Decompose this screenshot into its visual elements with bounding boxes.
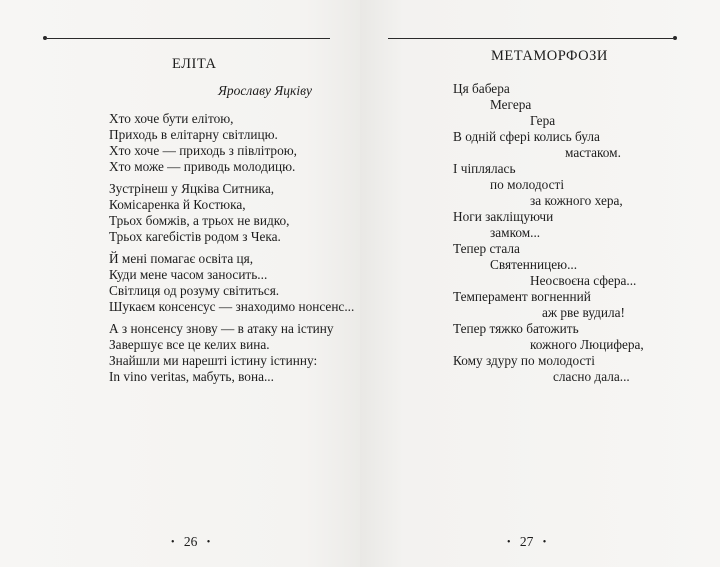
page-number-value: 26 [183,534,198,549]
poem-line: Хто хоче бути елітою, [109,111,234,126]
poem-line: за кожного хера, [530,193,623,208]
poem-line: кожного Люцифера, [530,337,644,352]
poem-line: Трьох кагебістів родом з Чека. [109,229,281,244]
header-rule [47,38,330,39]
poem-line: Хто хоче — приходь з півлітрою, [109,143,297,158]
poem-line: Темперамент вогненний [453,289,591,304]
poem-line: Зустрінеш у Яцківа Ситника, [109,181,275,196]
poem-line: Завершує все це келих вина. [109,337,270,352]
poem-title: МЕТАМОРФОЗИ [491,48,608,64]
poem-line: А з нонсенсу знову — в атаку на істину [109,321,334,336]
page-number [171,534,210,550]
poem-line: Ця бабера [453,81,510,96]
poem-line: Тепер стала [453,241,520,256]
poem-line: аж рве вудила! [542,305,625,320]
poem-line: замком... [490,225,541,240]
poem-line: Комісаренка й Костюка, [109,197,246,212]
poem-line: In vino veritas, мабуть, вона... [109,369,274,384]
poem-line: В одній сфері колись була [453,129,600,144]
poem-line: Світлиця од розуму світиться. [109,283,280,298]
page-number-bullet: • [171,537,175,548]
poem-line: Тепер тяжко батожить [453,321,579,336]
poem-line: Неосвоєна сфера... [530,273,637,288]
poem-line: Приходь в елітарну світлицю. [109,127,278,142]
poem-line: по молодості [490,177,565,192]
header-rule [388,38,673,39]
page-number [507,534,546,550]
poem-line: сласно дала... [553,369,630,384]
poem-line: Гера [530,113,556,128]
poem-line: Святенницею... [490,257,578,272]
poem-line: Мегера [490,97,532,112]
poem-line: Куди мене часом заносить... [109,267,268,282]
page-number-bullet: • [542,537,547,548]
poem-title: ЕЛІТА [172,56,217,72]
page-number-bullet: • [206,537,211,548]
page-number-value: 27 [519,534,534,549]
poem-dedication: Ярославу Яцківу [218,83,312,98]
poem-line: Ноги закліщуючи [453,209,554,224]
header-rule-end [673,36,677,40]
poem-line: Хто може — приводь молодицю. [109,159,296,174]
poem-line: Знайшли ми нарешті істину істинну: [109,353,318,368]
poem-line: Шукаєм консенсус — знаходимо нонсенс... [109,299,355,314]
poem-line: Й мені помагає освіта ця, [109,251,254,266]
poem-line: мастаком. [565,145,621,160]
poem-line: І чіплялась [453,161,516,176]
poem-line: Кому здуру по молодості [453,353,595,368]
poem-line: Трьох бомжів, а трьох не видко, [109,213,290,228]
right-page [360,0,720,567]
page-number-bullet: • [507,537,511,548]
